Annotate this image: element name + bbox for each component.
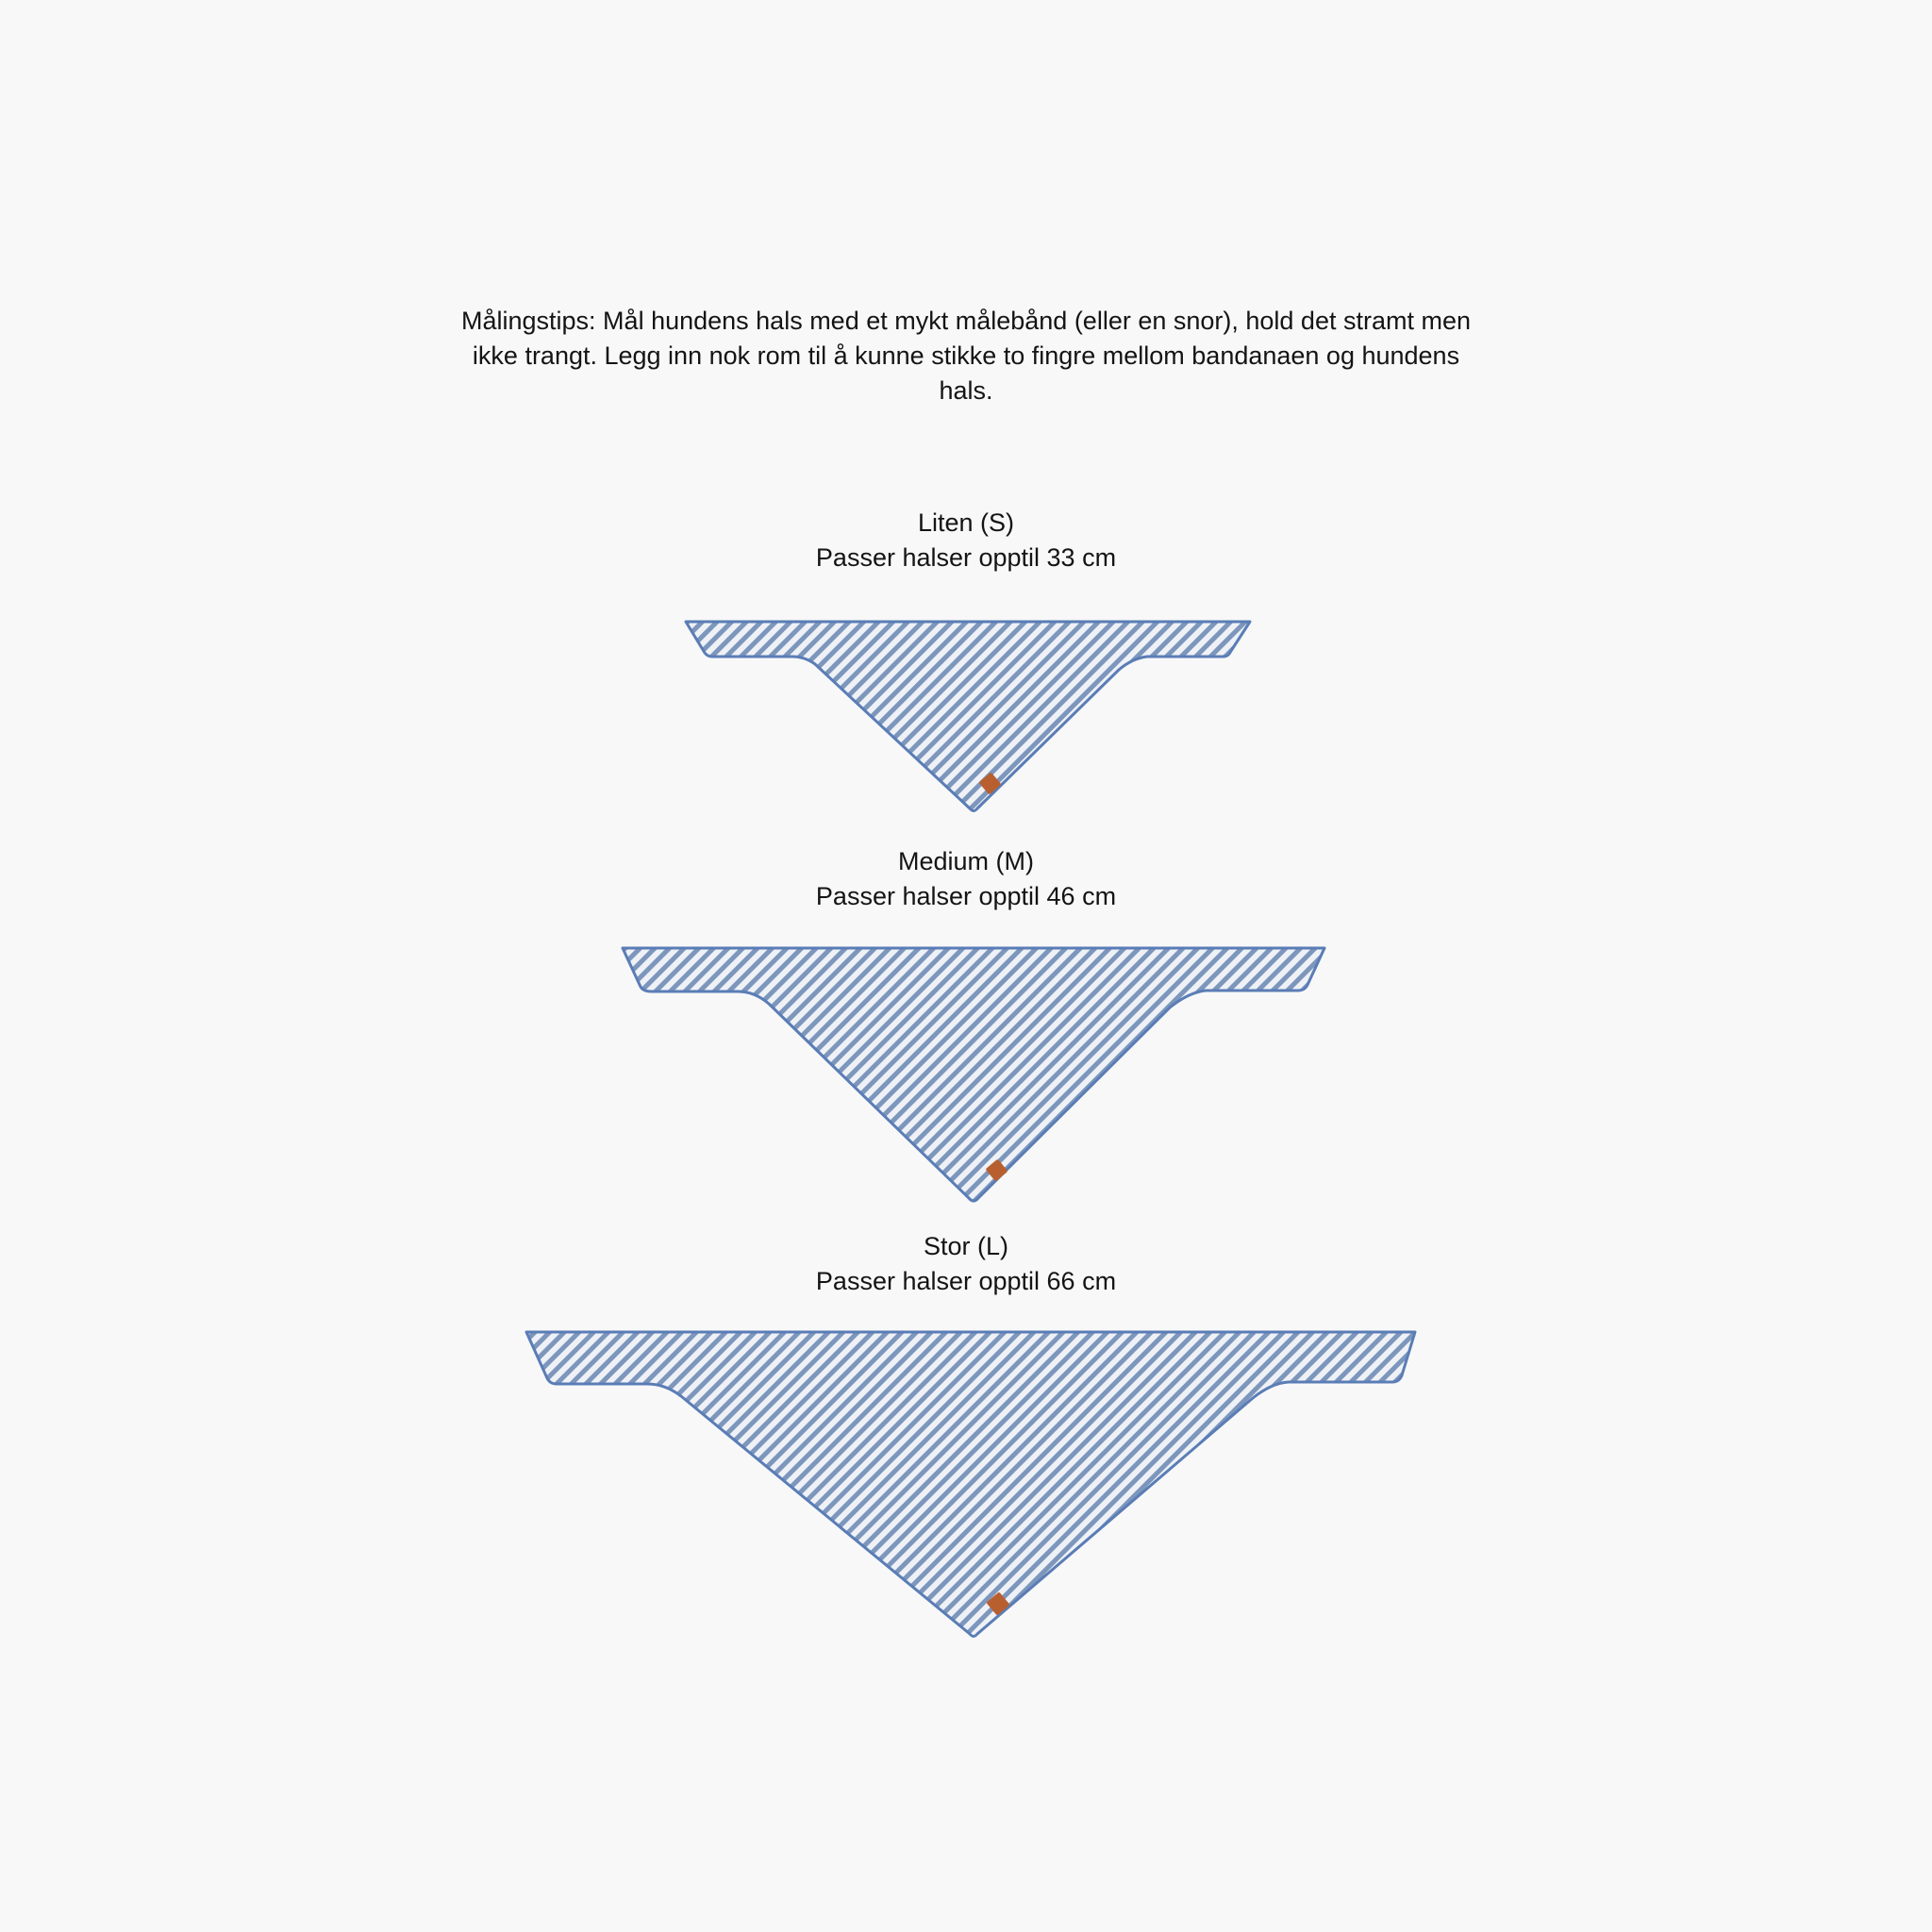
- size-small-name: Liten (S): [917, 508, 1015, 537]
- size-large-fit: Passer halser opptil 66 cm: [815, 1267, 1117, 1295]
- size-large-heading: [683, 1229, 1249, 1299]
- size-medium-fit: Passer halser opptil 46 cm: [815, 882, 1117, 910]
- bandana-medium-illustration: [623, 948, 1324, 1201]
- measuring-tip: Målingstips: Mål hundens hals med et mykt målebånd (eller en snor), hold det stramt men ikke trangt. Legg inn nok rom til å kunne stikke to fingre mellom bandanaen og hundens hals.: [461, 307, 1471, 405]
- bandana-small-illustration: [686, 622, 1250, 811]
- size-small-fit: Passer halser opptil 33 cm: [815, 543, 1117, 572]
- size-large-name: Stor (L): [923, 1232, 1009, 1260]
- size-medium-name: Medium (M): [897, 847, 1034, 875]
- bandana-large-illustration: [526, 1332, 1415, 1637]
- size-medium-heading: [683, 844, 1249, 914]
